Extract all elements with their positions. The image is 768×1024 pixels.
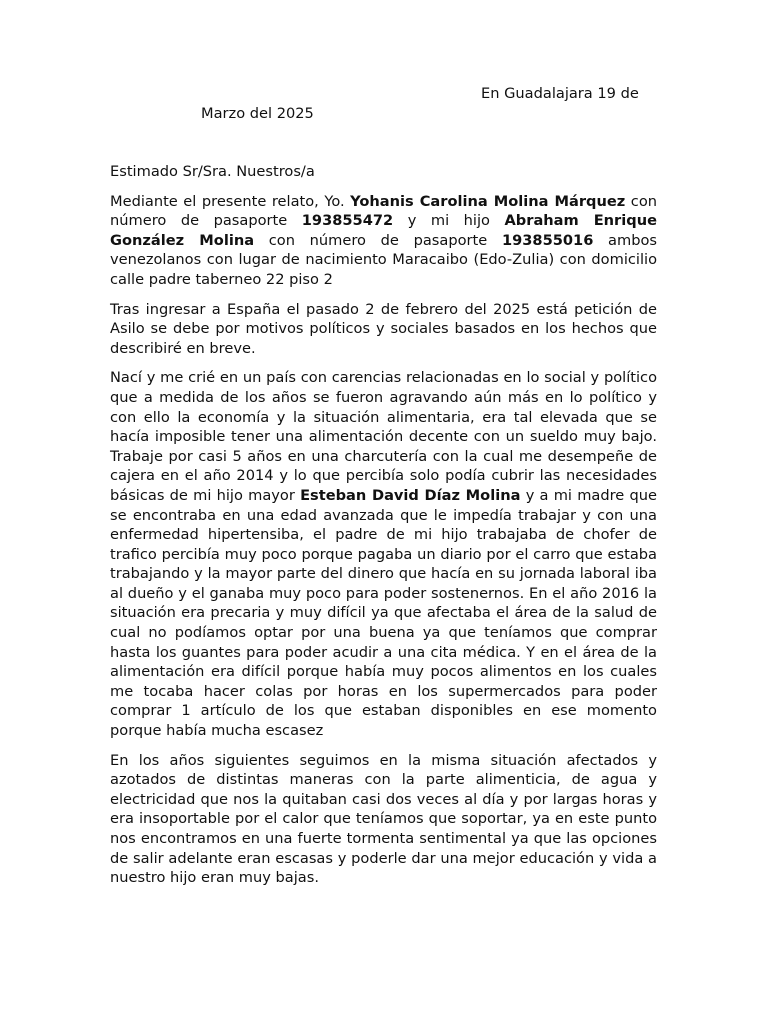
text-run: En los años siguientes seguimos en la misma situación afectados y azotados de distintas maneras con la parte alimenticia, de agua y electricidad que nos la quitaban casi dos veces al día y por largas horas y era insoportable por el calor que teníamos que soportar, ya en este punto nos encontramos en una fuerte tormenta sentimental ya que las opciones de salir adelante eran escasas y poderle dar una mejor educación y vida a nuestro hijo eran muy bajas. (110, 751, 657, 887)
text-run: y mi hijo (393, 212, 505, 230)
bold-text-run: Yohanis Carolina Molina Márquez (350, 192, 626, 210)
greeting: Estimado Sr/Sra. Nuestros/a (110, 163, 315, 180)
text-run: Tras ingresar a España el pasado 2 de febrero del 2025 está petición de Asilo se debe por motivos políticos y sociales basados en los hechos que describiré en breve. (110, 300, 657, 357)
paragraph-background (110, 368, 657, 740)
text-run: con número de pasaporte (254, 231, 502, 249)
text-run: Mediante el presente relato, Yo. (110, 192, 351, 210)
date-line-2: Marzo del 2025 (201, 105, 314, 122)
paragraph-following-years (110, 751, 657, 888)
paragraph-identification (110, 192, 657, 290)
text-run: con número de pasaporte (110, 192, 657, 230)
date-line-1: En Guadalajara 19 de (481, 85, 639, 102)
bold-text-run: Esteban David Díaz Molina (300, 486, 521, 504)
text-run: ambos venezolanos con lugar de nacimiento Maracaibo (Edo-Zulia) con domicilio calle padre taberneo 22 piso 2 (110, 231, 657, 288)
bold-text-run: 193855016 (501, 231, 594, 249)
bold-text-run: 193855472 (301, 212, 394, 230)
text-run: Nací y me crié en un país con carencias relacionadas en lo social y político que a medida de los años se fueron agravando aún más en lo político y con ello la economía y la situación alimentaria, era tal elevada que se hacía imposible tener una alimentación decente con un sueldo muy bajo. Trabaje por casi 5 años en una charcutería con la cual me desempeñe de cajera en el año 2014 y lo que percibía solo podía cubrir las necesidades básicas de mi hijo mayor (110, 369, 657, 504)
letter-body (110, 162, 657, 898)
text-run: y a mi madre que se encontraba en una edad avanzada que le impedía trabajar y con una enfermedad hipertensiba, el padre de mi hijo trabajaba de chofer de trafico percibía muy poco porque pagaba un diario por el carro que estaba trabajando y la mayor parte del dinero que hacía en su jornada laboral iba al dueño y el ganaba muy poco para poder sostenernos. En el año 2016 la situación era precaria y muy difícil ya que afectaba el área de la salud de cual no podíamos optar por una buena ya que teníamos que comprar hasta los guantes para poder acudir a una cita médica. Y en el área de la alimentación era difícil porque había muy pocos alimentos en los cuales me tocaba hacer colas por horas en los supermercados para poder comprar 1 artículo de los que estaban disponibles en ese momento porque había mucha escasez (110, 486, 658, 740)
bold-text-run: Abraham Enrique González Molina (110, 212, 657, 249)
paragraph-asylum-reason (110, 300, 657, 359)
